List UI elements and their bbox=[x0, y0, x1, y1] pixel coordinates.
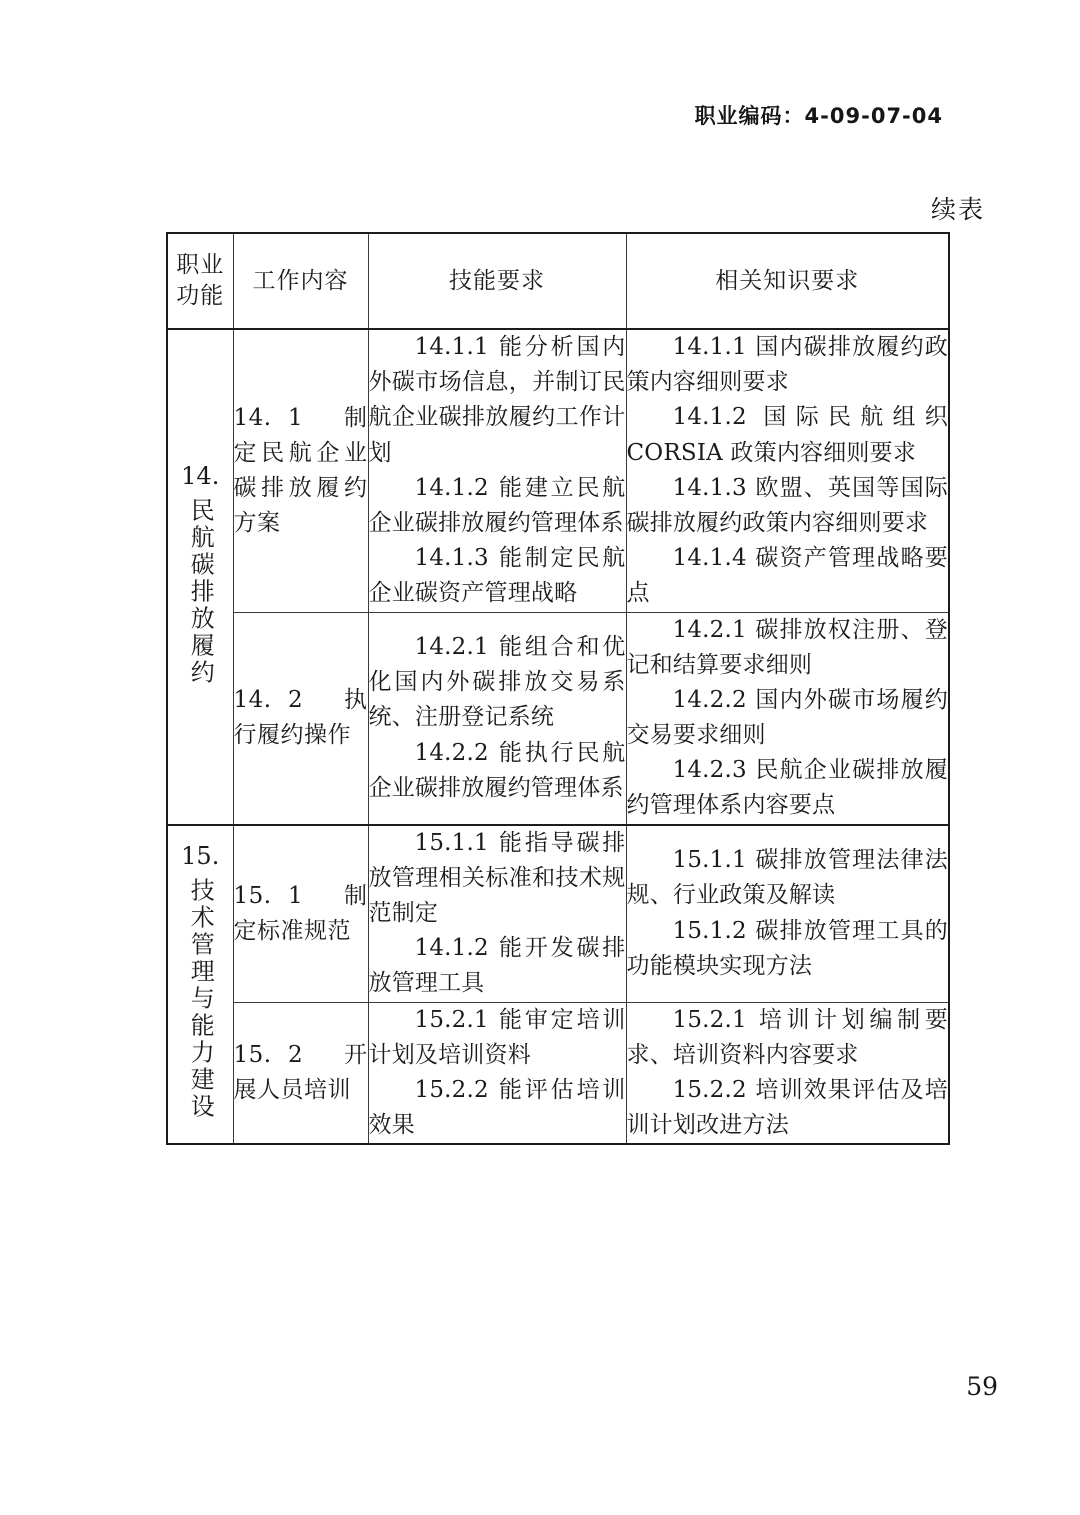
skill-item: 15.2.2 能评估培训效果 bbox=[368, 1076, 626, 1139]
occupational-skill-table bbox=[166, 232, 950, 1145]
spec-table-container bbox=[166, 232, 948, 1145]
function-vertical-label-15 bbox=[181, 844, 219, 1120]
knowledge-item: 14.2.2 国内外碳市场履约交易要求细则 bbox=[626, 686, 948, 749]
skill-item: 14.1.2 能建立民航企业碳排放履约管理体系 bbox=[368, 474, 626, 536]
knowledge-requirements-cell-14-1 bbox=[626, 329, 949, 612]
knowledge-item: 14.1.3 欧盟、英国等国际碳排放履约政策内容细则要求 bbox=[626, 474, 948, 536]
table-header-row bbox=[167, 233, 949, 329]
work-content-line: 定标准规范 bbox=[233, 917, 351, 944]
running-head-occupation-code: 职业编码：4-09-07-04 bbox=[694, 104, 943, 128]
work-content-line: 展人员培训 bbox=[233, 1076, 351, 1103]
skill-requirements-cell-15-2 bbox=[368, 1002, 626, 1144]
knowledge-item: 14.2.3 民航企业碳排放履约管理体系内容要点 bbox=[626, 757, 948, 819]
skill-requirements-cell-14-1 bbox=[368, 329, 626, 612]
work-content-line: 14. 2 执 bbox=[233, 687, 368, 714]
function-cell-15 bbox=[167, 825, 233, 1145]
skill-requirements-cell-15-1 bbox=[368, 825, 626, 1002]
knowledge-item: 15.1.2 碳排放管理工具的功能模块实现方法 bbox=[626, 917, 948, 979]
function-number-15: 15. bbox=[181, 842, 220, 871]
work-content-cell-14-2 bbox=[233, 612, 368, 825]
knowledge-item: 14.1.2 国际民航组织 CORSIA 政策内容细则要求 bbox=[626, 404, 948, 466]
table-row bbox=[167, 329, 949, 612]
work-content-cell-15-2 bbox=[233, 1002, 368, 1144]
knowledge-item: 15.2.1 培训计划编制要求、培训资料内容要求 bbox=[626, 1006, 948, 1068]
continued-table-caption: 续表 bbox=[930, 195, 985, 224]
knowledge-item: 14.1.1 国内碳排放履约政策内容细则要求 bbox=[626, 334, 948, 396]
skill-item: 15.1.1 能指导碳排放管理相关标准和技术规范制定 bbox=[368, 829, 626, 926]
skill-item: 14.1.2 能开发碳排放管理工具 bbox=[368, 935, 626, 997]
column-header-function-line1: 职业 bbox=[176, 252, 225, 279]
work-content-line: 14. 1 制 bbox=[233, 404, 368, 431]
column-header-knowledge-requirements: 相关知识要求 bbox=[626, 233, 949, 329]
table-row bbox=[167, 1002, 949, 1144]
table-row bbox=[167, 825, 949, 1002]
skill-item: 14.2.2 能执行民航企业碳排放履约管理体系 bbox=[368, 739, 626, 801]
work-content-line: 碳排放履约 bbox=[233, 474, 368, 501]
skill-item: 14.1.1 能分析国内外碳市场信息，并制订民航企业碳排放履约工作计划 bbox=[368, 334, 626, 466]
column-header-work-content: 工作内容 bbox=[233, 233, 368, 329]
table-row bbox=[167, 612, 949, 825]
function-name-15: 技术管理与能力建设 bbox=[186, 877, 215, 1121]
skill-requirements-cell-14-2 bbox=[368, 612, 626, 825]
work-content-cell-14-1 bbox=[233, 329, 368, 612]
function-name-14: 民航碳排放履约 bbox=[186, 497, 215, 687]
function-number-14: 14. bbox=[181, 461, 220, 490]
function-cell-14 bbox=[167, 329, 233, 825]
column-header-skill-requirements: 技能要求 bbox=[368, 233, 626, 329]
knowledge-requirements-cell-15-1 bbox=[626, 825, 949, 1002]
skill-item: 14.1.3 能制定民航企业碳资产管理战略 bbox=[368, 545, 626, 607]
work-content-line: 15. 2 开 bbox=[233, 1041, 368, 1068]
page-number: 59 bbox=[966, 1372, 998, 1401]
table-body bbox=[167, 329, 949, 1144]
column-header-function bbox=[167, 233, 233, 329]
knowledge-item: 14.2.1 碳排放权注册、登记和结算要求细则 bbox=[626, 616, 948, 678]
work-content-line: 方案 bbox=[233, 509, 281, 536]
knowledge-item: 15.1.1 碳排放管理法律法规、行业政策及解读 bbox=[626, 847, 948, 909]
knowledge-requirements-cell-15-2 bbox=[626, 1002, 949, 1144]
work-content-cell-15-1 bbox=[233, 825, 368, 1002]
work-content-line: 行履约操作 bbox=[233, 722, 351, 749]
skill-item: 14.2.1 能组合和优化国内外碳排放交易系统、注册登记系统 bbox=[368, 634, 626, 731]
knowledge-item: 14.1.4 碳资产管理战略要点 bbox=[626, 545, 948, 607]
knowledge-item: 15.2.2 培训效果评估及培训计划改进方法 bbox=[626, 1076, 948, 1139]
skill-item: 15.2.1 能审定培训计划及培训资料 bbox=[368, 1006, 626, 1068]
work-content-line: 定民航企业 bbox=[233, 439, 368, 466]
column-header-function-line2: 功能 bbox=[176, 283, 225, 309]
knowledge-requirements-cell-14-2 bbox=[626, 612, 949, 825]
function-vertical-label-14 bbox=[181, 461, 220, 687]
work-content-line: 15. 1 制 bbox=[233, 882, 368, 909]
